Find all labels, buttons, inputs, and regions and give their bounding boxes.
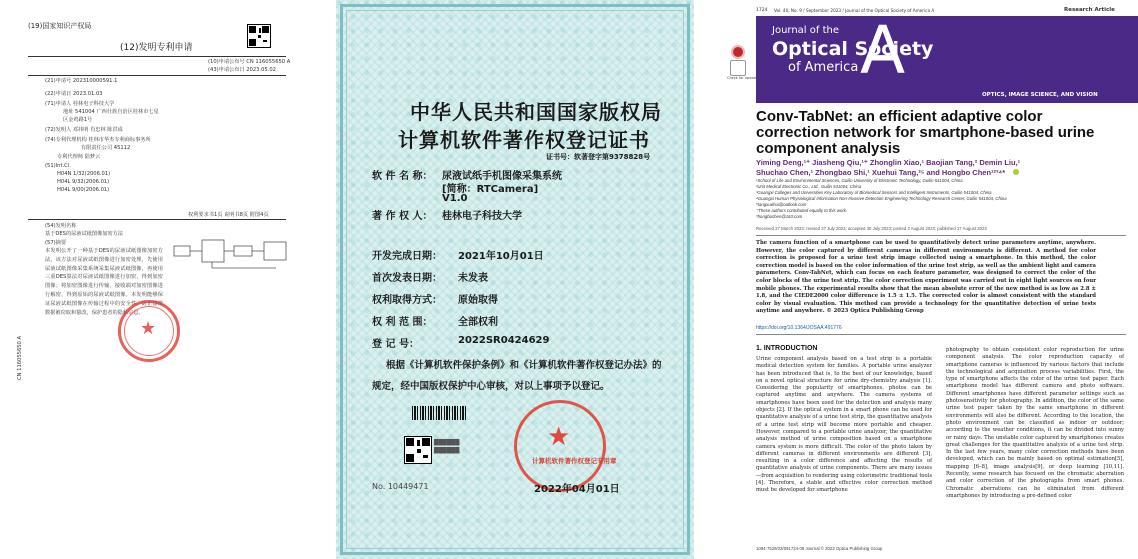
article-type: Research Article <box>1064 7 1115 13</box>
patent-agency-2: 有限责任公司 45112 <box>81 145 131 151</box>
affiliation-3: ³Guangxi Colleges and Universities Key Laboratory of Biomedical Sensors and Intelligent Instruments, Guilin 541004, China <box>756 190 992 195</box>
inventors: (72)发明人 邓祎明 肖忠林 陈洪成 <box>45 127 123 133</box>
optica-logo-icon <box>731 45 745 59</box>
page-number: 1724 <box>756 8 768 13</box>
check-for-updates-label[interactable]: Check for updates <box>727 76 759 80</box>
orcid-icon[interactable] <box>1013 169 1019 175</box>
patent-office: (19)国家知识产权局 <box>28 22 92 30</box>
patent-qr-code <box>247 24 271 48</box>
ipc-class-3: H04L 9/00(2006.01) <box>57 187 110 193</box>
side-id: CN 116055650 A <box>17 335 23 380</box>
check-for-updates-icon[interactable] <box>730 60 746 76</box>
application-date: (22)申请日 2023.01.03 <box>45 91 103 97</box>
authors-2: Shuchao Chen,¹ Zhongbao Shi,¹ Xuehui Tang,²⁵ and Hongbo Chen¹²³⁴* <box>756 168 1006 177</box>
applicant-address-2: 区金鸡路1号 <box>63 117 93 123</box>
patent-figure <box>172 234 290 270</box>
scope-label: 权 利 范 围： <box>372 317 433 328</box>
dev-date-label: 开发完成日期： <box>372 251 442 262</box>
copyright-certificate <box>336 0 694 559</box>
certificate-title-2: 计算机软件著作权登记证书 <box>398 128 650 152</box>
qr-caption-1: ██████ <box>434 440 460 446</box>
certificate-title-1: 中华人民共和国国家版权局 <box>410 100 662 124</box>
journal-name-2: Optical Society <box>772 38 934 60</box>
paper-title-1: Conv-TabNet: an efficient adaptive color <box>756 108 1043 125</box>
affiliation-7: *hongbochen@163.com <box>756 214 803 219</box>
patent-document <box>0 0 300 559</box>
affiliation-4: ⁴Guangxi Human Physiological Information Non-Invasive Detection Engineering Technology Research Center, Guilin 541004, China <box>756 196 1007 201</box>
patent-kind: (12)发明专利申请 <box>120 43 193 53</box>
statement-line-1: 根据《计算机软件保护条例》和《计算机软件著作权登记办法》的 <box>386 360 662 371</box>
issue-date: 2022年04月01日 <box>534 484 620 495</box>
owner-label: 著 作 权 人： <box>372 211 433 222</box>
software-name: 尿液试纸手机图像采集系统 <box>442 171 562 182</box>
patent-abstract: 本发明公开了一种基于DES的尿液试纸图像加密方法，该方法对尿液试纸图像进行加密处理，先使用尿液试纸图像采集系统采集尿液试纸图像，再使用三重DES算法对尿液试纸图像进行加密，得到加密图像；将加密图像进行传输，接收端对加密图像进行解密，得到原始的尿液试纸图像。本发明能够保证尿液试纸图像在传输过程中的安全性，防止图像数据被窃取和篡改，保护患者的隐私信息。 <box>45 248 163 316</box>
publication-number: (10)申请公布号 CN 116055650 A <box>208 59 291 65</box>
doi-link[interactable]: https://doi.org/10.1364/JOSAA.491776 <box>756 325 842 331</box>
journal-tagline: OPTICS, IMAGE SCIENCE, AND VISION <box>982 92 1098 98</box>
qr-caption-2: ██████ <box>434 448 460 454</box>
ipc-class-2: H04L 9/32(2006.01) <box>57 179 110 185</box>
certificate-seal-star-icon: ★ <box>547 422 571 452</box>
ipc-heading: (51)Int.Cl. <box>45 163 71 169</box>
abstract-heading: (57)摘要 <box>45 240 67 246</box>
certificate-number: 证书号：软著登字第9378828号 <box>546 153 651 161</box>
section-heading: 1. INTRODUCTION <box>756 345 818 352</box>
paper-title-2: correction network for smartphone-based urine <box>756 124 1095 141</box>
serial-number: No. 10449471 <box>372 482 429 491</box>
journal-name-1: Journal of the <box>772 25 839 36</box>
title-heading: (54)发明名称 <box>45 223 77 229</box>
first-pub: 未发表 <box>458 273 488 284</box>
applicant: (71)申请人 桂林电子科技大学 <box>45 101 115 107</box>
registration-label: 登 记 号： <box>372 339 419 350</box>
received-dates: Received 27 March 2023; revised 27 July 2023; accepted 30 July 2023; posted 2 August 2023; published 17 August 2023 <box>756 226 987 231</box>
dev-date: 2021年10月01日 <box>458 251 544 262</box>
owner: 桂林电子科技大学 <box>442 211 522 222</box>
ipc-class-1: H04N 1/32(2006.01) <box>57 171 111 177</box>
affiliation-1: ¹School of Life and Environmental Sciences, Guilin University of Electronic Technology, Guilin 541004, China <box>756 178 963 183</box>
seal-subtitle: 计算机软件著作权登记专用章 <box>532 457 617 465</box>
patent-agency: (74)专利代理机构 桂林市华杰专利商标事务所 <box>45 137 151 143</box>
first-pub-label: 首次发表日期： <box>372 273 442 284</box>
intro-column-2: photography to obtain consistent color reproduction for urine component analysis. The color reproduction capacity of smartphone cameras is influenced by various factors that include the technological and acquisition process variabilities. First, the type of smartphone affects the color of the urine test paper. Each smartphone model has different camera and photo software. Different smartphones have different parameter settings such as photosensitivity for photography. In addition, the color of the same urine test paper taken by the same smartphone in different environments will also be different. According to the location, the photo environment can be classified as indoor or outdoor; according to the weather conditions, it can be divided into sunny or rainy days. The unstable color captured by smartphones creates great challenges for the quantitative analysis of a urine test strip. In the last few years, many color correction methods have been developed, which can be mainly based on optimal estimation[5], mapping [6–8], image analysis[9], or deep learning [10,11]. Recently, some research has focused on the chromatic aberration and color correction of the photographs from smart phones. Chromatic aberrations can be eliminated from different smartphones by introducing a pre-defined color <box>946 347 1124 499</box>
statement-line-2: 规定，经中国版权保护中心审核，对以上事项予以登记。 <box>372 381 610 392</box>
acquisition-label: 权利取得方式： <box>372 295 442 306</box>
claims-note: 权利要求书1页 说明书8页 附图4页 <box>188 212 269 218</box>
running-head: Vol. 40, No. 9 / September 2023 / Journal of the Optical Society of America A <box>774 8 935 13</box>
seal-star-icon: ★ <box>140 318 157 339</box>
patent-agent: 专利代理师 陆梦云 <box>57 154 101 160</box>
software-name-label: 软 件 名 称： <box>372 171 433 182</box>
affiliation-6: ⁺These authors contributed equally to this work. <box>756 208 848 213</box>
certificate-qr-code <box>404 436 432 464</box>
journal-letter: A <box>860 12 906 89</box>
acquisition: 原始取得 <box>458 295 498 306</box>
application-number: (21)申请号 202310000591.1 <box>45 78 118 84</box>
paper-title-3: component analysis <box>756 140 901 157</box>
paper-abstract: The camera function of a smartphone can be used to quantitatively detect urine parameters anytime, anywhere. However, the color captured by different cameras in different environments is different. A method for color correction is proposed for a urine test strip image collected using a smartphone. In this method, the color correction model is based on the color information of the urine test strip, as well as the ambient light and camera parameters. Conv-TabNet, which can focus on each feature parameter, was designed to correct the color of the color blocks of the urine test strip. The color correction experiment was carried out in eight light sources on four mobile phones. The experimental results show that the mean absolute error of the new method is as low as 2.8 ± 1.8, and the CIEDE2000 color difference is 1.5 ± 1.5. The corrected color is almost consistent with the standard color by visual evaluation. This method can provide a technology for the quantitative detection of urine tests anytime and anywhere. © 2023 Optica Publishing Group <box>756 240 1096 315</box>
applicant-address: 地址 541004 广西壮族自治区桂林市七星 <box>63 109 159 115</box>
journal-name-3: of America <box>788 60 859 75</box>
scope: 全部权利 <box>458 317 498 328</box>
barcode <box>412 406 468 420</box>
software-short-name: [简称：RTCamera] <box>442 184 539 195</box>
footer: 1084-7529/23/091724-09 Journal © 2023 Optica Publishing Group <box>756 546 883 551</box>
intro-column-1: Urine component analysis based on a test strip is a portable medical detection system for families. A portable urine analyzer has been introduced that is, to the best of our knowledge, based on a novel optical structure for urine dry-chemistry analysis [1]. Considering the popularity of smartphones, photos can be captured anytime and anywhere. The camera systems of smartphones have been used for the detection and analysis many objects [2]. If the optical system in a smart phone can be used for quantitative analysis of a urine test strip, the quantitative analysis of a urine test strip will become more portable and cheaper. However, compared to a portable urine analyzer, the quantitative analysis method of urine composition based on a smartphone camera system is more difficult. The color of the photo taken by different cameras in different environments are different [3], resulting in a color difference and affecting the results of quantitative analysis of urine components. There are many issues—from acquisition to rendering using colorimetric traditional tools [4]. Therefore, a stable and effective color correction method must be developed for smartphone <box>756 356 932 494</box>
affiliation-2: ²Unit Medical Electronic Co., Ltd., Guilin 541004, China <box>756 184 862 189</box>
publication-date: (43)申请公布日 2023.05.02 <box>208 67 276 73</box>
invention-title: 基于DES的尿液试纸图像加密方法 <box>45 231 124 237</box>
authors-1: Yiming Deng,¹⁺ Jiasheng Qiu,¹⁺ Zhonglin Xiao,¹ Baojian Tang,² Demin Liu,¹ <box>756 158 1021 167</box>
registration-number: 2022SR0424629 <box>458 335 550 346</box>
affiliation-5: ⁵tangxuehui@outlook.com <box>756 202 807 207</box>
journal-paper <box>724 0 1138 559</box>
software-version: V1.0 <box>442 193 468 204</box>
